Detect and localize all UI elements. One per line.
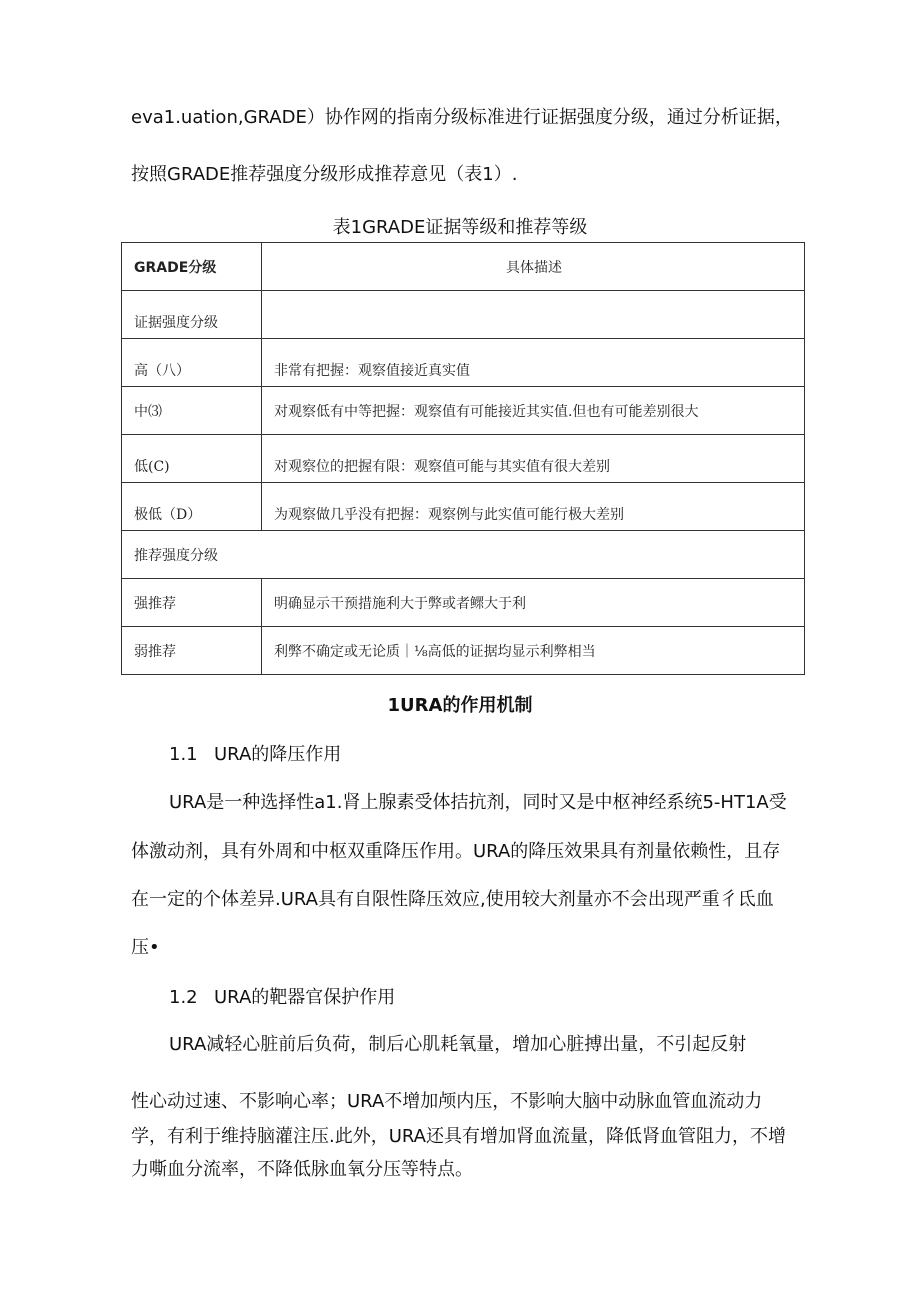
subsection-title-1-1: URA的降压作用 — [214, 744, 342, 765]
header-description: 具体描述 — [262, 243, 805, 291]
table-header-row — [122, 243, 805, 291]
body-line: 力嘶血分流率，不降低脉血氧分压等特点。 — [131, 1159, 473, 1180]
grade-cell: 弱推荐 — [122, 627, 262, 675]
table-row — [122, 387, 805, 435]
subsection-number-1-2: 1.2 — [169, 987, 198, 1008]
section-heading: 1URA的作用机制 — [387, 695, 533, 716]
table-row — [122, 579, 805, 627]
grade-cell: 强推荐 — [122, 579, 262, 627]
table-row — [122, 339, 805, 387]
desc-cell: 为观察做几乎没有把握：观察例与此实值可能行极大差别 — [262, 483, 805, 531]
desc-cell: 对观察低有中等把握：观察值有可能接近其实值.但也有可能差别很大 — [262, 387, 805, 435]
desc-cell — [262, 291, 805, 339]
grade-cell: 中⑶ — [122, 387, 262, 435]
table-row — [122, 531, 805, 579]
table-row — [122, 435, 805, 483]
subsection-number-1-1: 1.1 — [169, 744, 198, 765]
table-row — [122, 291, 805, 339]
table-row — [122, 483, 805, 531]
grade-cell: 极低（D） — [122, 483, 262, 531]
intro-line-1: eva1.uation,GRADE）协作网的指南分级标准进行证据强度分级，通过分析证据， — [131, 107, 793, 128]
body-line: 在一定的个体差异.URA具有自限性降压效应,使用较大剂量亦不会出现严重彳氐血 — [131, 889, 774, 910]
body-line: 学，有利于维持脑灌注压.此外，URA还具有增加肾血流量，降低肾血管阻力，不增 — [131, 1126, 786, 1147]
grade-table — [121, 242, 805, 675]
table-row — [122, 627, 805, 675]
grade-cell: 高（八） — [122, 339, 262, 387]
section-label-cell: 推荐强度分级 — [122, 531, 805, 579]
desc-cell: 非常有把握：观察值接近真实值 — [262, 339, 805, 387]
table-caption: 表1GRADE证据等级和推荐等级 — [332, 217, 588, 238]
body-line: 性心动过速、不影响心率；URA不增加颅内压，不影响大脑中动脉血管血流动力 — [131, 1091, 763, 1112]
intro-line-2: 按照GRADE推荐强度分级形成推荐意见（表1）. — [131, 164, 518, 185]
desc-cell: 对观察位的把握有限：观察值可能与其实值有很大差别 — [262, 435, 805, 483]
grade-cell: 低(C) — [122, 435, 262, 483]
desc-cell: 明确显示干预措施利大于弊或者鳏大于利 — [262, 579, 805, 627]
body-line: URA是一种选择性a1.肾上腺素受体拮抗剂，同时又是中枢神经系统5-HT1A受 — [169, 792, 787, 813]
body-line: URA减轻心脏前后负荷，制后心肌耗氧量，增加心脏搏出量，不引起反射 — [169, 1034, 747, 1055]
desc-cell: 利弊不确定或无论质｜⅛高低的证据均显示利弊相当 — [262, 627, 805, 675]
body-line: 压• — [131, 937, 160, 958]
subsection-title-1-2: URA的靶器官保护作用 — [214, 987, 396, 1008]
body-line: 体激动剂，具有外周和中枢双重降压作用。URA的降压效果具有剂量依赖性，且存 — [131, 841, 781, 862]
grade-cell: 证据强度分级 — [122, 291, 262, 339]
header-grade: GRADE分级 — [122, 243, 262, 291]
